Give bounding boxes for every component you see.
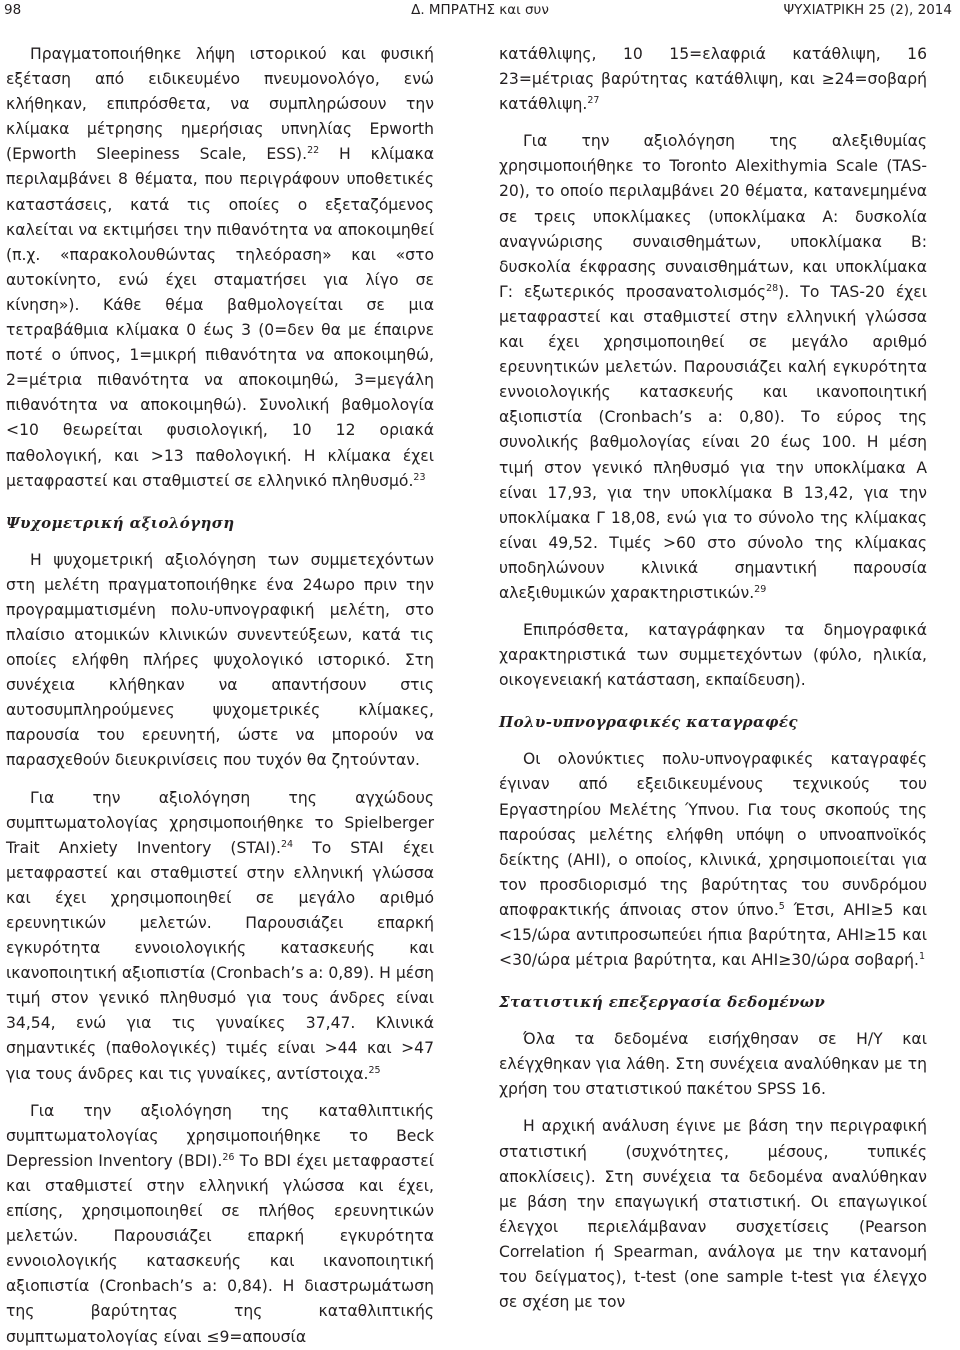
- paragraph-analysis: Η αρχική ανάλυση έγινε με βάση την περιγραφική στατιστική (συχνότητες, μέσους, τυπικές αποκλίσεις). Στη συνέχεια τα δεδομένα αναλύθηκαν με βάση την επαγωγική στατιστική. Οι επαγωγικοί έλεγχοι περιελάμβαναν συσχετίσεις (Pearson Correlation ή Spearman, ανάλογα με την κατανομή του δείγματος), t-test (one sample t-test για έλεγχο σε σχέση με τον: [499, 1117, 927, 1312]
- paragraph-data-entry: Όλα τα δεδομένα εισήχθησαν σε Η/Υ και ελέγχθηκαν για λάθη. Στη συνέχεια αναλύθηκαν με τη χρήση του στατιστικού πακέτου SPSS 16.: [499, 1030, 927, 1099]
- citation-ref: 25: [368, 1064, 381, 1076]
- citation-ref: 26: [222, 1151, 235, 1163]
- paragraph-bdi-continued: κατάθλιψης, 10 15=ελαφριά κατάθλιψη, 16 23=μέτριας βαρύτητας κατάθλιψη, και ≥24=σοβαρή κατάθλιψη.$^{27}$: [499, 45, 927, 114]
- section-heading-psychometric: Ψυχομετρική αξιολόγηση: [6, 513, 235, 532]
- paragraph-tas20: Για την αξιολόγηση της αλεξιθυμίας χρησιμοποιήθηκε το Toronto Alexithymia Scale (TAS-20), το οποίο περιλαμβάνει 20 θέματα, κατανεμημένα σε τρεις υποκλίμακες (υποκλίμακα Α: δυσκολία αναγνώρισης συναισθημάτων, υποκλίμακα Β: δυσκολία έκφρασης συναισθημάτων, και υποκλίμακα Γ: εξωτερικός προσανατολισμός$^{28}$). Το TAS-20 έχει μεταφραστεί και σταθμιστεί στην ελληνική γλώσσα και έχει χρησιμοποιηθεί σε μεγάλο αριθμό ερευνητικών μελετών. Παρουσιάζει καλή εγκυρότητα εννοιολογικής κατασκευής και ικανοποιητική αξιοπιστία (Cronbach’s a: 0,80). Το εύρος της συνολικής βαθμολογίας είναι 20 έως 100. Η μέση τιμή στον γενικό πληθυσμό για την υποκλίμακα Α είναι 17,93, για την υποκλίμακα Β 13,42, για την υποκλίμακα Γ 18,08, ενώ για το σύνολο της κλίμακας είναι 49,52. Τιμές >60 στο σύνολο της κλίμακας υποδηλώνουν κλινικά σημαντική παρουσία αλεξιθυμικών χαρακτηριστικών.$^{29}$: [499, 132, 928, 602]
- citation-ref: 22: [307, 145, 320, 157]
- running-header-journal: ΨΥΧΙΑΤΡΙΚΗ 25 (2), 2014: [783, 2, 952, 18]
- right-column: [499, 42, 927, 1315]
- citation-ref: 27: [587, 95, 600, 107]
- paragraph-psychometric: Η ψυχομετρική αξιολόγηση των συμμετεχόντων στη μελέτη πραγματοποιήθηκε ένα 24ωρο πριν την προγραμματισμένη πολυ-υπνογραφική μελέτη, στο πλαίσιο ατομικών κλινικών συνεντεύξεων, κατά τις οποίες ελήφθη πλήρες ψυχολογικό ιστορικό. Στη συνέχεια κλήθηκαν να απαντήσουν στις αυτοσυμπληρούμενες ψυχομετρικές κλίμακες, παρουσία του ερευνητή, ώστε να μπορούν να παρασχεθούν διευκρινίσεις που τυχόν θα ζητούνταν.: [6, 550, 434, 770]
- left-column: [6, 42, 434, 1350]
- citation-ref: 29: [754, 583, 767, 595]
- running-header: [0, 0, 960, 22]
- citation-ref: 28: [766, 282, 779, 294]
- paragraph-bdi: Για την αξιολόγηση της καταθλιπτικής συμπτωματολογίας χρησιμοποιήθηκε το Beck Depression Inventory (BDI).$^{26}$ Το BDI έχει μεταφραστεί και σταθμιστεί στην ελληνική γλώσσα και έχει, επίσης, χρησιμοποιηθεί σε πλήθος ερευνητικών μελετών. Παρουσιάζει επαρκή εγκυρότητα εννοιολογικής κατασκευής και ικανοποιητική αξιοπιστία (Cronbach’s a: 0,84). Η διαστρωμάτωση της βαρύτητας της καταθλιπτικής συμπτωματολογίας είναι ≤9=απουσία: [6, 1101, 434, 1346]
- section-heading-statistics: Στατιστική επεξεργασία δεδομένων: [499, 993, 826, 1012]
- citation-ref: 23: [413, 471, 426, 483]
- running-header-authors: Δ. ΜΠΡΑΤΗΣ και συν: [411, 2, 549, 18]
- paragraph-polysomnography: Οι ολονύκτιες πολυ-υπνογραφικές καταγραφές έγιναν από εξειδικευμένους τεχνικούς του Εργαστηρίου Μελέτης Ύπνου. Για τους σκοπούς της παρούσας μελέτης ελήφθη υπόψη ο υπνοαπνοϊκός δείκτης (AHI), ο οποίος, κλινικά, χρησιμοποιείται για τον προσδιορισμό της βαρύτητας του συνδρόμου αποφρακτικής άπνοιας στον ύπνο.$^5$ Έτσι, AHI≥5 και <15/ώρα αντιπροσωπεύει ήπια βαρύτητα, AHI≥15 και <30/ώρα μέτρια βαρύτητα, και AHI≥30/ώρα σοβαρή.$^1$: [499, 750, 927, 970]
- citation-ref: 1: [918, 951, 925, 963]
- section-heading-polysomnography: Πολυ-υπνογραφικές καταγραφές: [499, 713, 798, 732]
- paragraph-stai: Για την αξιολόγηση της αγχώδους συμπτωματολογίας χρησιμοποιήθηκε το Spielberger Trait Anxiety Inventory (STAI).$^{24}$ Το STAI έχει μεταφραστεί και σταθμιστεί στην ελληνική γλώσσα και έχει χρησιμοποιηθεί σε μεγάλο αριθμό ερευνητικών μελετών. Παρουσιάζει επαρκή εγκυρότητα εννοιολογικής κατασκευής και ικανοποιητική αξιοπιστία (Cronbach’s a: 0,89). Η μέση τιμή στον γενικό πληθυσμό για τους άνδρες είναι 34,54, ενώ για τις γυναίκες 37,47. Κλινικά σημαντικές (παθολογικές) τιμές είναι >44 και >47 για τους άνδρες και τις γυναίκες, αντίστοιχα.$^{25}$: [6, 788, 434, 1083]
- citation-ref: 24: [281, 838, 294, 850]
- paragraph-demographics: Επιπρόσθετα, καταγράφηκαν τα δημογραφικά χαρακτηριστικά των συμμετεχόντων (φύλο, ηλικία, οικογενειακή κατάσταση, εκπαίδευση).: [499, 621, 927, 690]
- citation-ref: 5: [778, 900, 785, 912]
- paragraph-ess: Πραγματοποιήθηκε λήψη ιστορικού και φυσική εξέταση από ειδικευμένο πνευμονολόγο, ενώ κλήθηκαν, επιπρόσθετα, να συμπληρώσουν την κλίμακα μέτρησης ημερήσιας υπνηλίας Epworth (Epworth Sleepiness Scale, ESS).$^{22}$ Η κλίμακα περιλαμβάνει 8 θέματα, που περιγράφουν υποθετικές καταστάσεις, κατά τις οποίες ο εξεταζόμενος καλείται να εκτιμήσει την πιθανότητα να αποκοιμηθεί (π.χ. «παρακολουθώντας τηλεόραση» και «στο αυτοκίνητο, ενώ έχει σταματήσει για λίγο σε κίνηση»). Κάθε θέμα βαθμολογείται σε μια τετραβάθμια κλίμακα 0 έως 3 (0=δεν θα με έπαιρνε ποτέ ο ύπνος, 1=μικρή πιθανότητα να αποκοιμηθώ, 2=μέτρια πιθανότητα να αποκοιμηθώ, 3=μεγάλη πιθανότητα να αποκοιμηθώ). Συνολική βαθμολογία <10 θεωρείται φυσιολογική, 10 12 οριακά παθολογική, και >13 παθολογική. Η κλίμακα έχει μεταφραστεί και σταθμιστεί σε ελληνικό πληθυσμό.$^{23}$: [6, 45, 434, 490]
- page-number: 98: [4, 2, 22, 18]
